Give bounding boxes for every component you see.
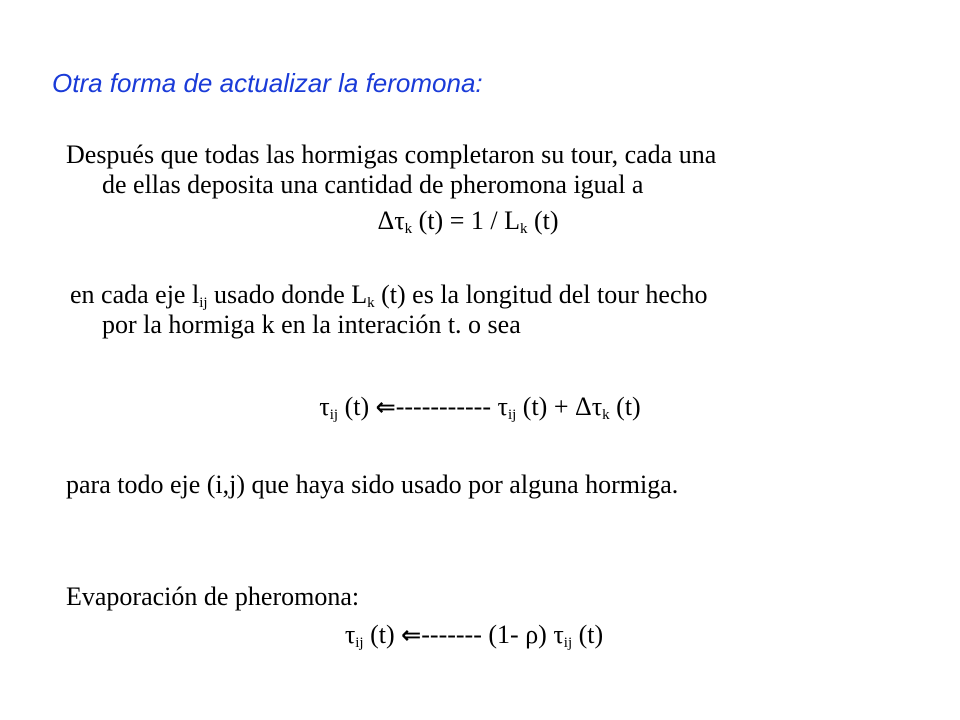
eq3-sub2: ij [563,635,573,651]
eq1-middle: (t) = 1 / L [412,206,520,235]
paragraph-evaporation: Evaporación de pheromona: [66,582,360,611]
eq2-sub1: ij [329,407,339,423]
eq2-t1: (t) [338,392,376,421]
eq2-t2: (t) + Δτ [516,392,603,421]
paragraph-deposit [66,140,716,200]
eq3-tau1: τ [344,620,356,649]
eq1-rhs-subscript: k [519,221,528,237]
left-arrow-icon: ⇐ [375,393,396,421]
para2-seg1: en cada eje l [70,280,200,309]
equation-delta-tau [0,206,948,236]
paragraph-edge [70,280,707,340]
eq2-t3: (t) [609,392,641,421]
paragraph-deposit-line2: de ellas deposita una cantidad de pheromona igual a [102,170,644,199]
equation-update [0,392,960,422]
eq1-lhs-subscript: k [404,221,413,237]
eq3-sub1: ij [355,635,364,651]
eq2-tau2: τ [497,392,508,421]
slide-title: Otra forma de actualizar la feromona: [52,68,483,98]
para2-sub1: ij [199,295,208,311]
para2-seg2: usado donde L [207,280,368,309]
eq3-tau2: τ [553,620,564,649]
eq1-lhs-symbol: Δτ [377,206,405,235]
para2-sub2: k [367,295,375,311]
eq3-t2: (t) [572,620,604,649]
eq1-end: (t) [527,206,559,235]
eq3-dashes: ------- (1- ρ) [421,620,554,649]
eq2-dashes: ----------- [395,392,498,421]
eq2-sub3: k [602,407,610,423]
eq3-t1: (t) [363,620,402,649]
paragraph-edge-line2: por la hormiga k en la interación t. o sea [102,310,521,339]
paragraph-edge-line1 [70,280,707,310]
eq2-sub2: ij [507,407,517,423]
para2-seg3: (t) es la longitud del tour hecho [374,280,708,309]
equation-evaporation [0,620,954,650]
eq2-tau1: τ [319,392,330,421]
left-arrow-icon: ⇐ [401,621,422,649]
paragraph-deposit-line1: Después que todas las hormigas completaron su tour, cada una [66,140,717,169]
paragraph-all-edges: para todo eje (i,j) que haya sido usado por alguna hormiga. [66,470,679,499]
